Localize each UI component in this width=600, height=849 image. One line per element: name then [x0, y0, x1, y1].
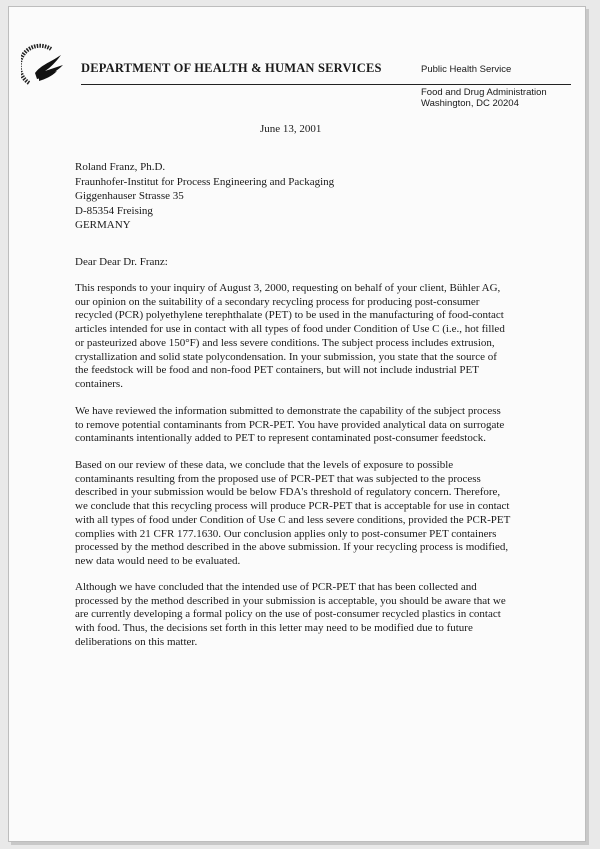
recipient-address — [75, 160, 334, 233]
recipient-line: Fraunhofer-Institut for Process Engineering and Packaging — [75, 175, 335, 188]
paragraph-line: contaminants intentionally added to PET to represent contaminated post-consumer feedstock. — [75, 432, 486, 445]
paragraph-line: are currently developing a formal policy on the use of post-consumer recycled plastics in contact — [75, 608, 501, 621]
paragraph-line: or pasteurized above 150°F) and less severe conditions. The subject process includes extrusion, — [75, 336, 495, 349]
paragraph-line: described in your submission would be below FDA's threshold of regulatory concern. Therefore, — [75, 486, 501, 499]
paragraph-line: We have reviewed the information submitted to demonstrate the capability of the subject process — [75, 405, 501, 417]
paragraph-line: Although we have concluded that the intended use of PCR-PET that has been collected and — [75, 581, 477, 593]
paragraph-line: processed by the method described in the above submission. If your recycling process is modified, — [75, 541, 509, 554]
paragraph-line: to remove potential contaminants from PCR-PET. You have provided analytical data on surrogate — [75, 418, 505, 431]
hhs-eagle-seal-icon — [21, 43, 71, 93]
body-paragraph — [75, 581, 551, 650]
paragraph-line: processed by the method described in your submission is acceptable, you should be aware that we — [75, 594, 506, 607]
paragraph-line: This responds to your inquiry of August 3, 2000, requesting on behalf of your client, Bühler AG, — [75, 282, 501, 294]
body-paragraph — [75, 459, 551, 569]
letterhead-divider — [81, 84, 571, 85]
paragraph-line: Based on our review of these data, we conclude that the levels of exposure to possible — [75, 459, 454, 471]
letter-page — [8, 6, 586, 842]
paragraph-line: the feedstock will be food and non-food PET containers, but will not include industrial PET — [75, 364, 479, 377]
paragraph-line: contaminants resulting from the proposed use of PCR-PET that was subjected to the process — [75, 472, 481, 485]
recipient-line: GERMANY — [75, 219, 131, 232]
paragraph-line: new data would need to be evaluated. — [75, 554, 241, 567]
recipient-line: D-85354 Freising — [75, 204, 153, 217]
recipient-line: Roland Franz, Ph.D. — [75, 161, 166, 173]
body-paragraph — [75, 405, 551, 446]
department-name: DEPARTMENT OF HEALTH & HUMAN SERVICES — [81, 61, 382, 75]
paragraph-line: crystallization and solid state polycondensation. In your submission, you state that the source of — [75, 350, 497, 363]
paragraph-line: containers. — [75, 377, 123, 390]
paragraph-line: complies with 21 CFR 177.1630. Our conclusion applies only to post-consumer PET containers — [75, 527, 497, 540]
body-paragraph — [75, 282, 551, 392]
paragraph-line: articles intended for use in contact with all types of food under Condition of Use C (i.e., hot filled — [75, 323, 505, 336]
paragraph-line: with food. Thus, the decisions set forth in this letter may need to be modified due to future — [75, 622, 473, 635]
agency-line: Washington, DC 20204 — [421, 97, 519, 109]
agency-line: Food and Drug Administration — [421, 87, 547, 98]
paragraph-line: with all types of food under Condition of Use C and less severe conditions, provided the PCR-PET — [75, 513, 511, 526]
paragraph-line: recycled (PCR) polyethylene terephthalate (PET) to be used in the manufacturing of food-contact — [75, 309, 504, 322]
salutation: Dear Dear Dr. Franz: — [75, 256, 168, 268]
service-name: Public Health Service — [421, 64, 512, 75]
letter-date: June 13, 2001 — [260, 123, 322, 135]
paragraph-line: our opinion on the suitability of a secondary recycling process for producing post-consumer — [75, 295, 480, 308]
paragraph-line: deliberations on this matter. — [75, 635, 198, 648]
agency-address — [421, 88, 547, 109]
recipient-line: Giggenhauser Strasse 35 — [75, 190, 184, 203]
paragraph-line: we conclude that this recycling process will produce PCR-PET that is acceptable for use in contact — [75, 500, 510, 513]
